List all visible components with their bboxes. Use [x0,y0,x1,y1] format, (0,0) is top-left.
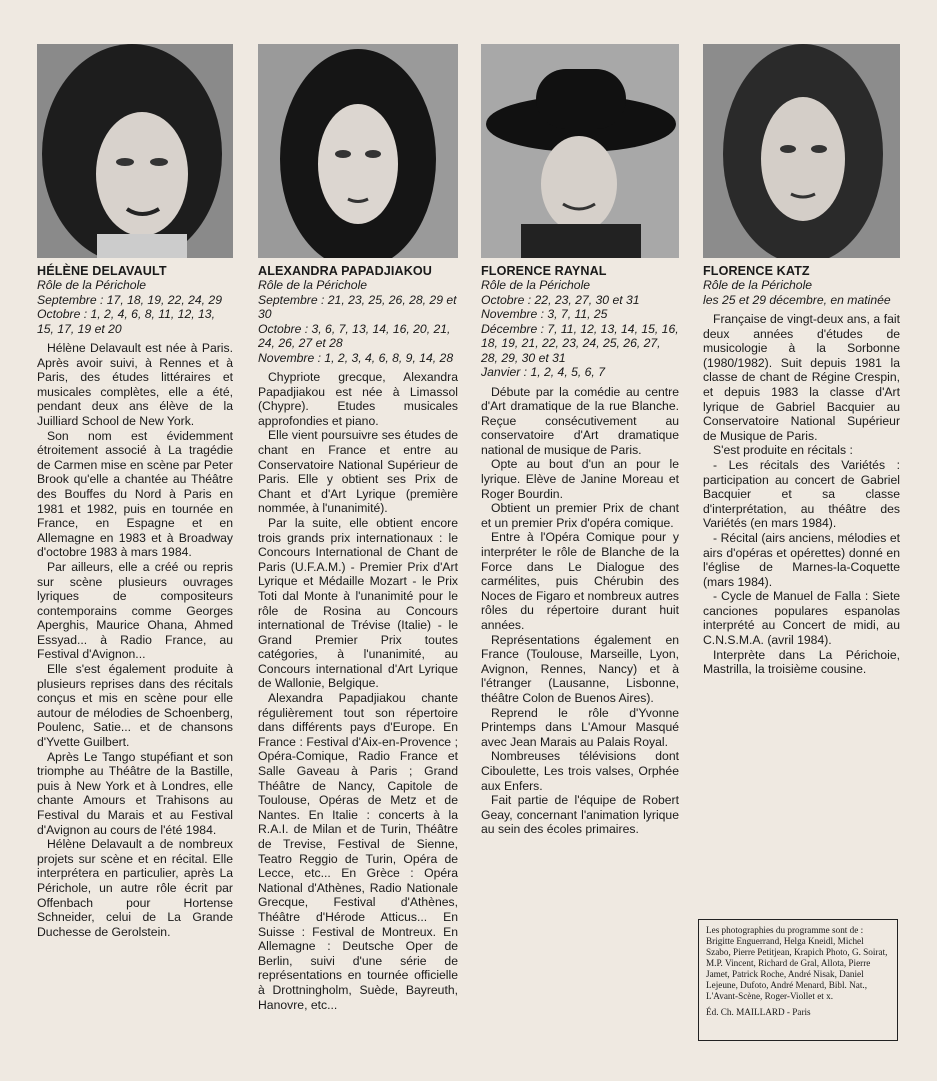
artist-name: FLORENCE RAYNAL [481,264,607,278]
bio-paragraph: Alexandra Papadjiakou chante régulièrement tout son répertoire dans différents pays d'Europe. En France : Festival d'Aix-en-Provence ; Opéra-Comique, Radio France et Salle Gaveau à Paris ; Grand Théâtre de Nancy, Capitole de Toulouse, Opéras de Metz et de Nantes. En Italie : concerts à la R.A.I. de Milan et de Turin, Théâtre de Trevise, Festival de Sienne, Teatro Reggio de Turin, Opéra de Lecce, etc... En Grèce : Opéra National d'Athènes, Radio Nationale Grecque, Festival d'Athènes, Théâtre d'Hérode Atticus... En Suisse : Festival de Montreux. En Allemagne : Deutsche Oper de Berlin, suivi d'une série de représentations en tournée officielle à Drottningholm, Suède, Bayreuth, Hanovre, etc... [258,691,458,1012]
portrait-photo-delavault [37,44,233,258]
artist-role: Rôle de la Périchole [37,278,147,292]
artist-biography [258,370,458,1012]
artist-column-katz [703,44,900,677]
portrait-photo-raynal [481,44,679,258]
performance-dates [258,293,458,366]
bio-paragraph: - Récital (airs anciens, mélodies et airs d'opéras et opérettes) donné en l'église de Marnes-la-Coquette (mars 1984). [703,530,900,589]
performance-dates [481,293,679,380]
bio-paragraph: Entre à l'Opéra Comique pour y interpréter le rôle de Blanche de la Force dans Le Dialogue des carmélites, puis Chérubin des Noces de Figaro et nombreux autres rôles du répertoire durant huit années. [481,530,679,632]
bio-paragraph: - Cycle de Manuel de Falla : Siete canciones populares espanolas interprété au Concert de midi, au C.N.S.M.A. (avril 1984). [703,589,900,648]
bio-paragraph: Obtient un premier Prix de chant et un premier Prix d'opéra comique. [481,501,679,530]
bio-paragraph: Par la suite, elle obtient encore trois grands prix internationaux : le Concours International de Chant de Paris (U.F.A.M.) - Premier Prix d'Art Lyrique et Médaille Mozart - le Prix Toti dal Monte à l'unanimité pour le rôle de Rosina au Concours international de Trévise (Italie) - le Grand Premier Prix toutes catégories, à l'unanimité, au Concours international d'Art Lyrique de Wallonie, Belgique. [258,515,458,691]
date-line: Septembre : 17, 18, 19, 22, 24, 29 [37,292,222,307]
publisher-line: Éd. Ch. MAILLARD - Paris [706,1007,811,1017]
performance-dates [703,293,900,308]
artist-column-papadjiakou [258,44,458,1012]
artist-biography [481,385,679,837]
date-line: Octobre : 3, 6, 7, 13, 14, 16, 20, 21, 24, 26, 27 et 28 [258,321,451,350]
date-line: les 25 et 29 décembre, en matinée [703,292,891,307]
date-line: Décembre : 7, 11, 12, 13, 14, 15, 16, 18, 19, 21, 22, 23, 24, 25, 26, 27, 28, 29, 30 et 31 [481,321,679,365]
portrait-photo-papadjiakou [258,44,458,258]
artist-column-delavault [37,44,233,939]
date-line: Septembre : 21, 23, 25, 26, 28, 29 et 30 [258,292,457,321]
photo-credits-box [698,919,898,1041]
performance-dates [37,293,233,337]
bio-paragraph: Débute par la comédie au centre d'Art dramatique de la rue Blanche. Reçue consécutivement au conservatoire d'Art dramatique national de musique de Paris. [481,384,679,457]
date-line: Octobre : 22, 23, 27, 30 et 31 [481,292,640,307]
artist-role: Rôle de la Périchole [703,278,813,292]
bio-paragraph: Nombreuses télévisions dont Ciboulette, Les trois valses, Orphée aux Enfers. [481,749,679,793]
bio-paragraph: Elle vient poursuivre ses études de chant en France et entre au Conservatoire National Supérieur de Paris. Elle y obtient ses Prix de Chant et d'Art Lyrique (première nommée, à l'unanimité). [258,428,458,516]
bio-paragraph: Fait partie de l'équipe de Robert Geay, concernant l'animation lyrique au sein des écoles primaires. [481,793,679,837]
date-line: Novembre : 1, 2, 3, 4, 6, 8, 9, 14, 28 [258,350,454,365]
bio-paragraph: S'est produite en récitals : [713,443,853,458]
artist-biography [37,341,233,939]
bio-paragraph: Hélène Delavault a de nombreux projets sur scène et en récital. Elle interprétera en particulier, après La Périchole, un autre rôle écrit par Offenbach pour Hortense Schneider, celui de La Grande Duchesse de Gerolstein. [37,837,233,939]
bio-paragraph: Représentations également en France (Toulouse, Marseille, Lyon, Avignon, Rennes, Nancy) et à l'étranger (Lausanne, Lisbonne, théâtre Colon de Buenos Aires). [481,632,679,705]
bio-paragraph: Après Le Tango stupéfiant et son triomphe au Théâtre de la Bastille, puis à New York et à Londres, elle chante Amours et Trahisons au Festival du Marais et au Festival d'Avignon au cours de l'été 1984. [37,749,233,837]
portrait-photo-katz [703,44,900,258]
bio-paragraph: Son nom est évidemment étroitement associé à La tragédie de Carmen mise en scène par Peter Brook qu'elle a chantée au Théâtre des Bouffes du Nord à Paris en 1981 et 1982, puis en tournée en France, en Espagne et en Allemagne en 1983 et à Broadway d'octobre 1983 à mars 1984. [37,428,233,560]
bio-paragraph: Française de vingt-deux ans, a fait deux années d'études de musicologie à la Sorbonne (1980/1982). Suit depuis 1981 la classe de chant de Régine Crespin, et depuis 1983 la classe d'Art lyrique de Gabriel Bacquier au Conservatoire National Supérieur de Musique de Paris. [703,312,900,443]
bio-paragraph: Interprète dans La Périchoie, Mastrilla, la troisième cousine. [703,647,900,677]
artist-name: FLORENCE KATZ [703,264,810,278]
artist-role: Rôle de la Périchole [481,278,591,292]
bio-paragraph: Par ailleurs, elle a créé ou repris sur scène plusieurs ouvrages lyriques de compositeurs contemporains comme Georges Aperghis, Maurice Ohana, Ahmed Essyad... à Radio France, au Festival d'Avignon... [37,559,233,662]
date-line: Janvier : 1, 2, 4, 5, 6, 7 [481,365,605,379]
photo-credits-text: Les photographies du programme sont de : Brigitte Enguerrand, Helga Kneidl, Michel Szabo, Pierre Petitjean, Krapich Photo, G. Soirat, M.P. Vincent, Richard de Gral, Allota, Pierre Jamet, Patrick Roche, André Nisak, Daniel Lejeune, Dufoto, André Menard, Bibl. Nat., L'Avant-Scène, Roger-Viollet et x. [706,925,888,1001]
bio-paragraph: Hélène Delavault est née à Paris. Après avoir suivi, à Rennes et à Paris, des études littéraires et musicales complètes, elle a été, pendant deux ans élève de la Juilliard School de New York. [37,341,233,428]
bio-paragraph: - Les récitals des Variétés : participation au concert de Gabriel Bacquier et sa classe d'interprétation, au théâtre des Variétés (en mars 1984). [703,457,900,531]
artist-biography [703,312,900,677]
bio-paragraph: Opte au bout d'un an pour le lyrique. Elève de Janine Moreau et Roger Bourdin. [481,457,679,501]
date-line: Octobre : 1, 2, 4, 6, 8, 11, 12, 13, 15, 17, 19 et 20 [37,307,215,336]
artist-name: HÉLÈNE DELAVAULT [37,264,167,278]
artist-name: ALEXANDRA PAPADJIAKOU [258,264,432,278]
date-line: Novembre : 3, 7, 11, 25 [481,307,608,321]
artist-column-raynal [481,44,679,837]
bio-paragraph: Chypriote grecque, Alexandra Papadjiakou est née à Limassol (Chypre). Etudes musicales approfondies et piano. [258,370,458,428]
bio-paragraph: Reprend le rôle d'Yvonne Printemps dans L'Amour Masqué avec Jean Marais au Palais Royal. [481,705,679,749]
artist-role: Rôle de la Périchole [258,278,368,292]
bio-paragraph: Elle s'est également produite à plusieurs reprises dans des récitals conçus et mis en scène pour elle autour de mélodies de Schoenberg, Poulenc, Satie... et de chansons d'Yvette Guilbert. [37,662,233,750]
